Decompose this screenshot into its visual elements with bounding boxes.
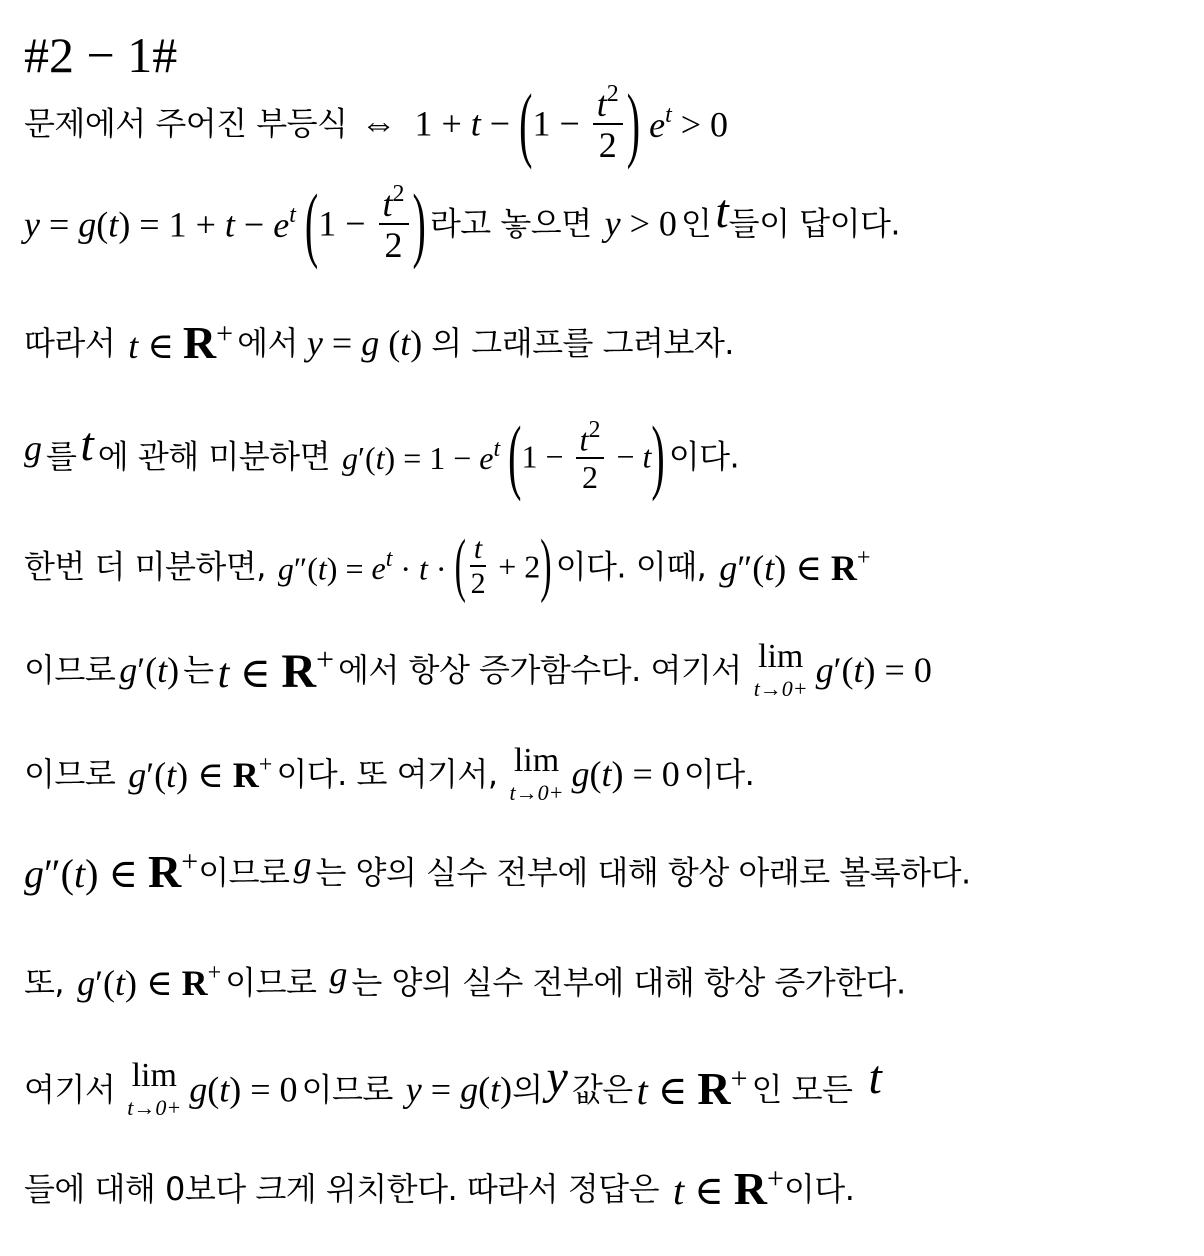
line-3 (24, 317, 734, 368)
limit-operator: lim t→0+ (509, 742, 564, 805)
variable-t: t (715, 185, 729, 239)
line-4-text-a: 를 (46, 437, 77, 476)
line-1: 문제에서 주어진 부등식 ⇔ 1 + t − (1 − $\frac{t^2}{2}$ ) $e^t > 0$ (24, 75, 729, 170)
variable-g: g (320, 954, 348, 994)
g-definition: $y = g(t) = 1 + t - e^t$ (24, 201, 296, 245)
line-10-text-d: 값은 (571, 1070, 633, 1109)
fraction-t2-over-2: $\frac{t^2}{2}$ (576, 420, 605, 493)
line-9-text-b: 이므로 (225, 963, 317, 1002)
line-6 (24, 640, 932, 700)
y-equals-g: y = g (t) (306, 323, 432, 363)
line-4-text-b: 에 관해 미분하면 (97, 437, 330, 476)
line-7 (24, 744, 754, 804)
line-9-text-a: 또, (24, 963, 65, 1002)
left-paren: ( (519, 75, 533, 170)
line-9 (24, 954, 906, 1004)
second-derivative: $g''(t) = e^t \cdot t$ · (277, 545, 455, 587)
t-in-positive-reals: t ∈ R+ (217, 640, 335, 698)
g2-positive: g″(t) ∈ R+ (719, 544, 871, 588)
problem-title: #2 − 1# (24, 27, 178, 83)
line-7-text-a: 이므로 (24, 755, 116, 793)
line-3-text-c: 의 그래프를 그려보자. (431, 324, 734, 362)
fraction-t-over-2: $\frac{t}{2}$ (470, 532, 486, 600)
limit-g: g(t) = 0 (189, 1069, 298, 1110)
variable-t: t (80, 418, 94, 471)
line-5-text-a: 한번 더 미분하면, (24, 547, 266, 586)
line-2-text-b: 인 (680, 204, 712, 243)
line-3-text-a: 따라서 (24, 324, 116, 362)
line-6-text-a: 이므로 (24, 651, 116, 689)
variable-t: t (856, 1051, 882, 1104)
variable-g: g (293, 844, 312, 884)
line-9-text-c: 는 양의 실수 전부에 대해 항상 증가한다. (351, 963, 906, 1002)
fraction-t2-over-2: $\frac{t^2}{2}$ (379, 184, 409, 263)
line-11-text-a: 들에 대해 0보다 크게 위치한다. 따라서 정답은 (24, 1170, 659, 1209)
variable-g: g (24, 428, 42, 468)
line-10-text-c: 의 (512, 1070, 543, 1109)
g-prime-positive: g′(t) ∈ R+ (128, 752, 273, 795)
line-6-text-b: 는 (183, 651, 214, 689)
line-4-text-c: 이다. (668, 437, 740, 476)
line-11 (24, 1162, 855, 1215)
line-7-text-c: 이다. (683, 755, 755, 793)
g-prime: g′(t) (119, 650, 180, 690)
first-derivative: $g'(t) = 1 - e^t$ (342, 435, 501, 477)
line-5: 한번 더 미분하면, $g''(t) = e^t \cdot t$ · ( $\frac{t}{2}$ + 2) 이다. 이때, g″(t) ∈ R+ (24, 526, 871, 605)
line-7-text-b: 이다. 또 여기서, (276, 755, 498, 793)
line-8-text-b: 는 양의 실수 전부에 대해 항상 아래로 볼록하다. (315, 853, 971, 892)
y-positive: y > 0 (604, 203, 677, 244)
line-6-text-c: 에서 항상 증가함수다. 여기서 (338, 651, 742, 689)
line-10 (24, 1051, 882, 1121)
t-in-positive-reals: t ∈ R+ (672, 1162, 784, 1215)
equivalence-symbol: ⇔ 1 + t − (351, 103, 520, 144)
line-10-text-e: 인 모든 (751, 1070, 853, 1109)
line-8-text-a: 이므로 (198, 853, 290, 892)
limit-g: g(t) = 0 (571, 754, 680, 794)
t-in-positive-reals: t ∈ R+ (636, 1062, 748, 1115)
line-11-text-b: 이다. (783, 1170, 855, 1209)
inequality-rhs: $e^t > 0$ (649, 101, 729, 145)
line-5-text-b: 이다. 이때, (555, 547, 707, 586)
g-prime-positive: g′(t) ∈ R+ (77, 960, 222, 1004)
line-4: g 를 t 에 관해 미분하면 $g'(t) = 1 - e^t$ (1 − $\frac{t^2}{2}$ − t) 이다. (24, 408, 740, 503)
limit-operator: lim t→0+ (753, 638, 808, 701)
line-2-text-a: 라고 놓으면 (429, 204, 592, 243)
limit-operator: lim t→0+ (127, 1057, 182, 1121)
limit-g-prime: g′(t) = 0 (815, 650, 932, 690)
line-2: $y = g(t) = 1 + t - e^t$ (1 − $\frac{t^2}{2}$ ) 라고 놓으면 y > 0 인 t들이 답이다. (24, 175, 901, 270)
line-10-text-b: 이므로 (301, 1070, 393, 1109)
t-in-positive-reals: t ∈ R+ (128, 317, 234, 368)
line-8 (24, 844, 971, 898)
fraction-t2-over-2: $\frac{t^2}{2}$ (593, 84, 623, 163)
variable-y: y (546, 1051, 568, 1104)
right-paren: ) (626, 75, 641, 170)
y-equals-g: y = g(t) (405, 1069, 513, 1110)
line-2-text-c: 들이 답이다. (728, 204, 901, 243)
line-3-text-b: 에서 (237, 324, 298, 362)
line-10-text-a: 여기서 (24, 1070, 116, 1109)
g2-positive: g″(t) ∈ R+ (24, 845, 199, 898)
line-1-text: 문제에서 주어진 부등식 (24, 104, 348, 143)
